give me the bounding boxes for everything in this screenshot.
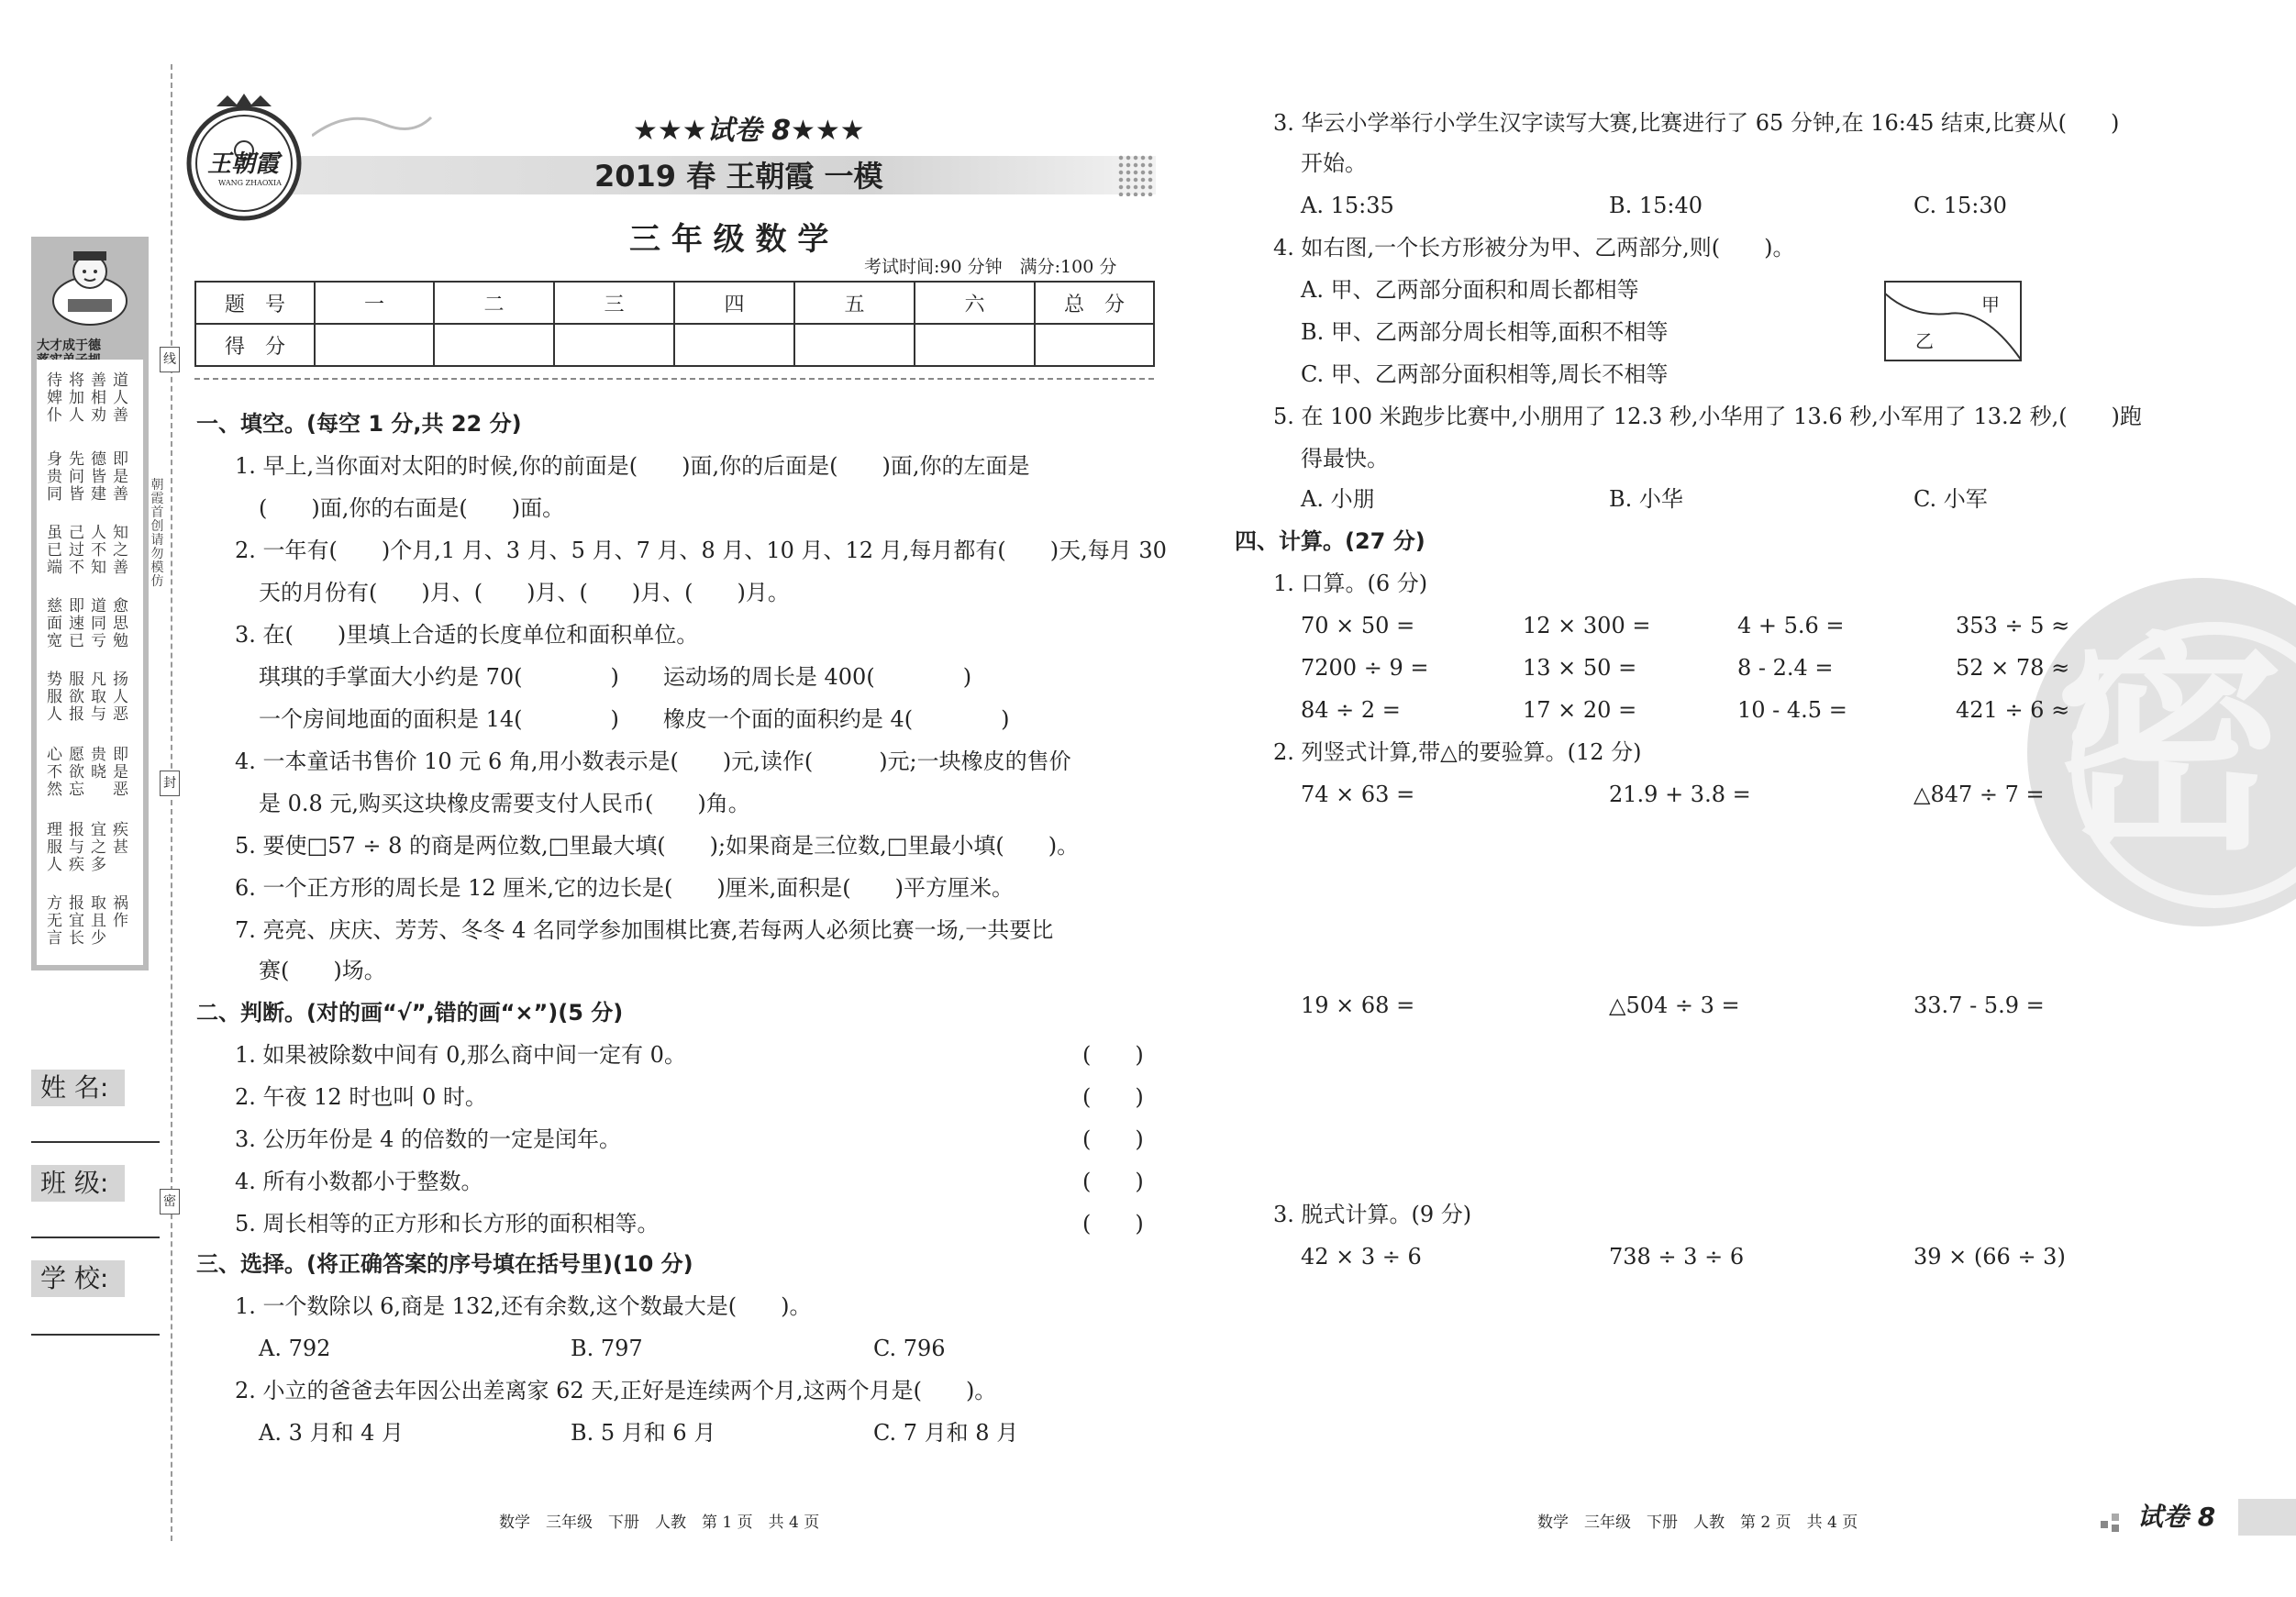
step-calc-item: 39 × (66 ÷ 3) [1913,1244,2066,1270]
ribbon-decoration [312,108,440,145]
motto-column: 愿欲忘 [69,746,84,799]
choice-q2-option-a: A. 3 月和 4 月 [259,1420,405,1446]
fill-line-12: 7. 亮亮、庆庆、芳芳、冬冬 4 名同学参加围棋比赛,若每两人必须比赛一场,一共要比 [235,917,1054,943]
score-row-label: 得 分 [195,324,315,366]
fill-line-9: 是 0.8 元,购买这块橡皮需要支付人民币( )角。 [259,791,750,816]
motto-column: 理服人 [47,821,62,874]
fill-line-5: 3. 在( )里填上合适的长度单位和面积单位。 [235,622,699,648]
fill-line-13: 赛( )场。 [259,958,386,983]
fill-line-4: 天的月份有( )月、( )月、( )月、( )月。 [259,580,790,605]
motto-column: 人不知 [91,524,106,577]
name-field[interactable] [31,1141,160,1143]
score-cell[interactable] [434,324,554,366]
judge-item: 4. 所有小数都小于整数。 [235,1169,483,1194]
choice-q3-option-c: C. 15:30 [1913,193,2007,218]
class-label: 班 级: [31,1165,125,1202]
judge-answer-paren[interactable]: ( ) [1082,1042,1144,1068]
motto-column: 身贵同 [47,450,62,504]
score-header-cell: 一 [315,282,434,324]
oral-calc-item: 52 × 78 ≈ [1956,655,2070,681]
step-calc-item: 42 × 3 ÷ 6 [1301,1244,1422,1270]
motto-column: 贵晓 [91,746,106,782]
score-header-cell: 五 [794,282,915,324]
motto-column: 道同亏 [91,597,106,650]
seal-mark-secret: 密 [160,1189,180,1214]
oral-calc-item: 4 + 5.6 = [1737,613,1845,638]
fill-line-10: 5. 要使□57 ÷ 8 的商是两位数,□里最大填( );如果商是三位数,□里最小填( )。 [235,833,1080,859]
section3-title: 三、选择。(将正确答案的序号填在括号里)(10 分) [196,1251,693,1277]
vertical-calc-item: △847 ÷ 7 = [1913,782,2045,807]
motto-column: 即是恶 [113,746,128,799]
motto-column: 扬人恶 [113,671,128,724]
motto-heading-1: 大才成于德 [37,338,101,353]
seal-mark-seal: 封 [160,771,180,796]
fill-line-8: 4. 一本童话书售价 10 元 6 角,用小数表示是( )元,读作( )元;一块橡皮的售价 [235,749,1071,774]
logo-text: 王朝霞 [207,150,280,178]
motto-column: 取且少 [91,894,106,948]
motto-column: 即是善 [113,450,128,504]
motto-column: 报宜长 [69,894,84,948]
oral-calc-item: 70 × 50 = [1301,613,1415,638]
score-table [194,281,1155,367]
rectangle-figure [1884,281,2022,361]
figure-label-jia: 甲 [1981,294,2000,316]
choice-q2-option-b: B. 5 月和 6 月 [571,1420,716,1446]
exam-title: 2019 春 王朝霞 一模 [594,159,883,194]
score-header-cell: 四 [674,282,794,324]
fill-line-3: 2. 一年有( )个月,1 月、3 月、5 月、7 月、8 月、10 月、12 月,每月都有( )天,每月 30 [235,538,1167,563]
corner-paper-label: 试卷 8 [2137,1502,2216,1532]
school-field[interactable] [31,1334,160,1336]
score-header-cell: 三 [554,282,674,324]
choice-q3-line2: 开始。 [1301,150,1367,176]
motto-column: 祸作 [113,894,128,930]
vertical-calc-item: 19 × 68 = [1301,993,1415,1018]
score-header-cell: 总 分 [1035,282,1154,324]
score-header-cell: 题 号 [195,282,315,324]
choice-q1-option-b: B. 797 [571,1336,643,1361]
step-calc-item: 738 ÷ 3 ÷ 6 [1609,1244,1745,1270]
motto-column: 心不然 [47,746,62,799]
choice-q4: 4. 如右图,一个长方形被分为甲、乙两部分,则( )。 [1273,235,1795,261]
figure-label-yi: 乙 [1915,330,1934,352]
vertical-calc-item: 33.7 - 5.9 = [1913,993,2045,1018]
motto-column: 报与疾 [69,821,84,874]
scholar-illustration [40,244,139,332]
choice-q1: 1. 一个数除以 6,商是 132,还有余数,这个数最大是( )。 [235,1293,812,1319]
fill-line-2: ( )面,你的右面是( )面。 [259,495,565,521]
section1-title: 一、填空。(每空 1 分,共 22 分) [196,411,522,437]
judge-item: 5. 周长相等的正方形和长方形的面积相等。 [235,1211,660,1237]
oral-calc-item: 12 × 300 = [1523,613,1651,638]
choice-q5-line1: 5. 在 100 米跑步比赛中,小朋用了 12.3 秒,小华用了 13.6 秒,小军用了 13.2 秒,( )跑 [1273,404,2142,429]
fill-line-11: 6. 一个正方形的周长是 12 厘米,它的边长是( )厘米,面积是( )平方厘米。 [235,875,1015,901]
score-cell[interactable] [794,324,915,366]
motto-column: 知之善 [113,524,128,577]
motto-column: 宜之多 [91,821,106,874]
score-cell[interactable] [915,324,1035,366]
score-header-cell: 二 [434,282,554,324]
choice-q2: 2. 小立的爸爸去年因公出差离家 62 天,正好是连续两个月,这两个月是( )。 [235,1378,997,1403]
motto-column: 德皆建 [91,450,106,504]
fill-line-7: 一个房间地面的面积是 14( ) 橡皮一个面的面积约是 4( ) [259,706,1010,732]
oral-calc-item: 84 ÷ 2 = [1301,697,1401,723]
motto-column: 凡取与 [91,671,106,724]
choice-q3-option-b: B. 15:40 [1609,193,1703,218]
section2-title: 二、判断。(对的画“√”,错的画“×”)(5 分) [196,1000,624,1026]
vertical-calc-item: 21.9 + 3.8 = [1609,782,1751,807]
choice-q5-option-b: B. 小华 [1609,486,1683,512]
score-table-header-row [195,282,1154,324]
binding-dashed-line [171,64,172,1541]
section4-title: 四、计算。(27 分) [1235,528,1425,554]
secret-stamp-char: 密 [2055,614,2284,881]
class-field[interactable] [31,1237,160,1238]
judge-item: 2. 午夜 12 时也叫 0 时。 [235,1084,487,1110]
seal-mark-line: 线 [160,347,180,372]
motto-column: 先问皆 [69,450,84,504]
judge-item: 1. 如果被除数中间有 0,那么商中间一定有 0。 [235,1042,686,1068]
oral-calc-item: 8 - 2.4 = [1737,655,1834,681]
judge-answer-paren[interactable]: ( ) [1082,1169,1144,1194]
oral-calc-item: 421 ÷ 6 ≈ [1956,697,2070,723]
brand-vertical-text: 朝霞首创 请勿模仿 [150,478,164,589]
choice-q5-line2: 得最快。 [1301,446,1389,471]
choice-q5-option-a: A. 小朋 [1301,486,1375,512]
fill-line-6: 琪琪的手掌面大小约是 70( ) 运动场的周长是 400( ) [259,664,972,690]
left-footer: 数学 三年级 下册 人教 第 1 页 共 4 页 [499,1514,820,1532]
judge-item: 3. 公历年份是 4 的倍数的一定是闰年。 [235,1126,622,1152]
motto-column: 慈面宽 [47,597,62,650]
choice-q1-option-a: A. 792 [259,1336,331,1361]
motto-column: 己过不 [69,524,84,577]
name-label: 姓 名: [31,1070,125,1106]
motto-column: 即速已 [69,597,84,650]
motto-column: 疾甚 [113,821,128,857]
school-label: 学 校: [31,1260,125,1297]
right-footer: 数学 三年级 下册 人教 第 2 页 共 4 页 [1537,1514,1858,1532]
score-cell[interactable] [1035,324,1154,366]
vertical-calc-item: 74 × 63 = [1301,782,1415,807]
judge-answer-paren[interactable]: ( ) [1082,1126,1144,1152]
judge-answer-paren[interactable]: ( ) [1082,1084,1144,1110]
choice-q1-option-c: C. 796 [873,1336,946,1361]
choice-q4-option-b: B. 甲、乙两部分周长相等,面积不相等 [1301,319,1669,345]
choice-q2-option-c: C. 7 月和 8 月 [873,1420,1019,1446]
choice-q3-line1: 3. 华云小学举行小学生汉字读写大赛,比赛进行了 65 分钟,在 16:45 结束,比赛从( ) [1273,110,2120,136]
oral-calc-item: 10 - 4.5 = [1737,697,1847,723]
score-cell[interactable] [315,324,434,366]
motto-column: 方无言 [47,894,62,948]
oral-calc-item: 353 ÷ 5 ≈ [1956,613,2070,638]
motto-column: 待婢仆 [47,372,62,425]
fill-line-1: 1. 早上,当你面对太阳的时候,你的前面是( )面,你的后面是( )面,你的左面是 [235,453,1030,479]
motto-column: 虽已端 [47,524,62,577]
logo-subtext: WANG ZHAOXIA [218,179,282,187]
motto-column: 愈思勉 [113,597,128,650]
subject-title: 三 年 级 数 学 [629,221,829,258]
vertical-calc-item: △504 ÷ 3 = [1609,993,1740,1018]
paper-number: ★★★试卷 8★★★ [633,115,865,147]
step-calc-title: 3. 脱式计算。(9 分) [1273,1202,1472,1227]
dot-pattern [1117,154,1154,196]
score-table-score-row [195,324,1154,366]
motto-column: 道人善 [113,372,128,425]
choice-q4-option-c: C. 甲、乙两部分面积相等,周长不相等 [1301,361,1669,387]
oral-calc-item: 13 × 50 = [1523,655,1637,681]
score-header-cell: 六 [915,282,1035,324]
section-divider [194,378,1154,380]
choice-q5-option-c: C. 小军 [1913,486,1988,512]
choice-q4-option-a: A. 甲、乙两部分面积和周长都相等 [1301,277,1639,303]
oral-calc-title: 1. 口算。(6 分) [1273,571,1428,596]
score-cell[interactable] [554,324,674,366]
motto-column: 势服人 [47,671,62,724]
motto-column: 善相劝 [91,372,106,425]
vertical-calc-title: 2. 列竖式计算,带△的要验算。(12 分) [1273,739,1642,765]
motto-column: 将加人 [69,372,84,425]
score-cell[interactable] [674,324,794,366]
oral-calc-item: 17 × 20 = [1523,697,1637,723]
choice-q3-option-a: A. 15:35 [1301,193,1394,218]
judge-answer-paren[interactable]: ( ) [1082,1211,1144,1237]
exam-meta: 考试时间:90 分钟 满分:100 分 [864,257,1117,277]
motto-column: 服欲报 [69,671,84,724]
oral-calc-item: 7200 ÷ 9 = [1301,655,1429,681]
